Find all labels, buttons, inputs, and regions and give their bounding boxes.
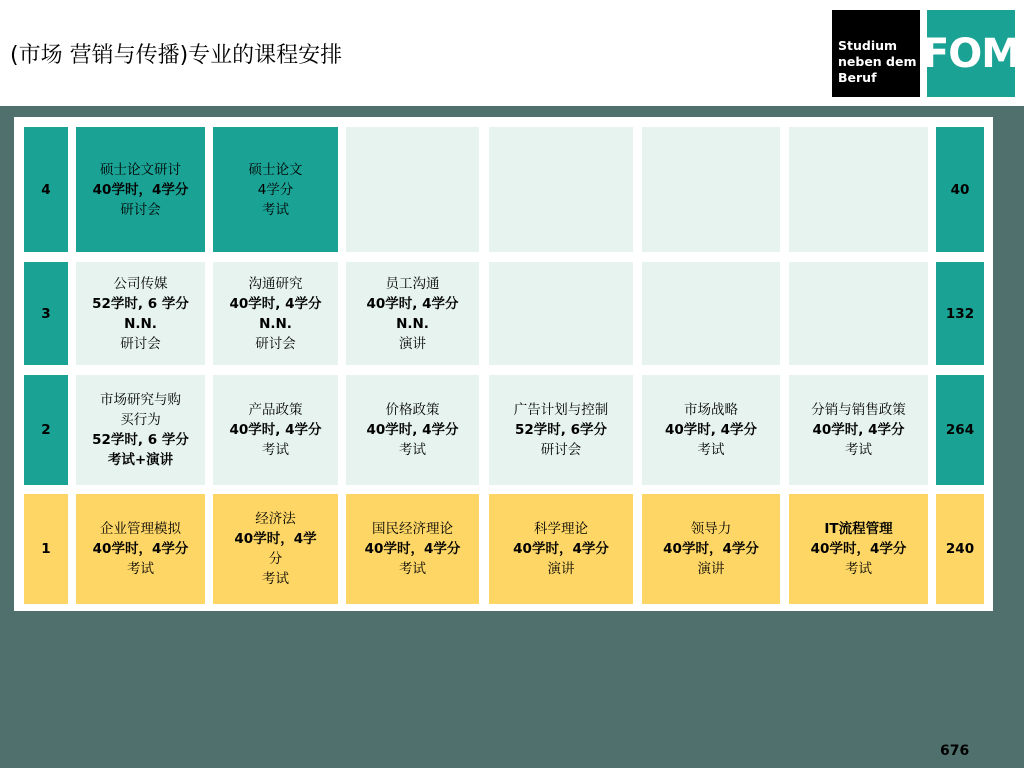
course-text-line: IT流程管理 (824, 521, 893, 537)
semester-number: 3 (41, 305, 51, 322)
total-credits-cell (936, 127, 984, 252)
course-text-line: 产品政策 (248, 402, 303, 418)
course-text-line: 40学时, 4学分 (229, 422, 322, 438)
total-credits-cell (936, 262, 984, 365)
logo-tagline-line1: Studium (838, 38, 898, 53)
total-credits-cell (936, 494, 984, 604)
course-cell (76, 375, 205, 485)
course-cell (789, 375, 928, 485)
course-text-line: 考试 (697, 442, 725, 458)
semester-number: 2 (41, 422, 51, 438)
course-text-line: 40学时, 4学分 (664, 422, 757, 438)
logo-tagline (832, 10, 920, 97)
course-text-line: N.N. (124, 315, 157, 332)
course-text-line: 价格政策 (385, 402, 440, 418)
semester-cell (24, 494, 68, 604)
empty-course-cell (642, 262, 780, 365)
semester-cell (24, 262, 68, 365)
course-text-line: 市场战略 (684, 402, 738, 418)
course-text-line: 52学时, 6 学分 (92, 295, 189, 312)
course-text-line: 硕士论文研讨 (100, 161, 181, 178)
course-cell (213, 262, 338, 365)
course-text-line: 研讨会 (540, 442, 582, 458)
logo-tagline-line2: neben dem (838, 54, 917, 69)
course-text-line: 考试+演讲 (107, 452, 174, 468)
course-text-line: 40学时，4学分 (810, 541, 907, 557)
course-text-line: N.N. (396, 315, 429, 332)
semester-cell (24, 375, 68, 485)
course-text-line: N.N. (259, 315, 292, 332)
course-cell (76, 262, 205, 365)
course-text-line: 40学时, 4学分 (366, 295, 459, 312)
course-cell (213, 494, 338, 604)
course-cell (213, 127, 338, 252)
semester-number: 4 (41, 181, 51, 198)
empty-course-cell (789, 262, 928, 365)
empty-course-cell (489, 127, 633, 252)
course-text-line: 40学时，4学分 (92, 181, 189, 198)
logo-tagline-line3: Beruf (838, 70, 877, 85)
fom-logo: FOM (927, 10, 1015, 97)
course-text-line: 分销与销售政策 (811, 402, 906, 418)
course-text-line: 员工沟通 (385, 275, 440, 292)
course-text-line: 考试 (127, 561, 154, 577)
course-cell (213, 375, 338, 485)
course-text-line: 40学时，4学分 (513, 541, 609, 557)
course-text-line: 考试 (262, 442, 289, 458)
slide-title: (市场 营销与传播)专业的课程安排 (10, 43, 343, 68)
total-credits-value: 132 (945, 305, 975, 322)
course-text-line: 研讨会 (120, 335, 161, 352)
course-text-line: 40学时, 4学分 (812, 422, 905, 438)
course-text-line: 考试 (399, 561, 426, 577)
course-text-line: 考试 (845, 442, 872, 458)
course-text-line: 演讲 (547, 561, 575, 577)
course-text-line: 52学时, 6 学分 (92, 432, 189, 448)
course-text-line: 考试 (399, 442, 426, 458)
course-text-line: 买行为 (120, 412, 161, 428)
course-cell (76, 494, 205, 604)
course-text-line: 领导力 (690, 521, 732, 537)
course-text-line: 硕士论文 (248, 161, 303, 178)
course-text-line: 考试 (262, 201, 289, 218)
semester-number: 1 (41, 541, 51, 557)
total-credits-value: 40 (950, 181, 970, 198)
course-text-line: 经济法 (255, 511, 296, 527)
course-cell (76, 127, 205, 252)
course-cell (346, 494, 479, 604)
course-cell (489, 375, 633, 485)
course-text-line: 市场研究与购 (100, 392, 181, 408)
course-text-line: 研讨会 (120, 201, 161, 218)
course-text-line: 4学分 (257, 181, 294, 198)
total-credits-value: 240 (945, 541, 975, 557)
total-credits-cell (936, 375, 984, 485)
empty-course-cell (346, 127, 479, 252)
course-cell (789, 494, 928, 604)
course-text-line: 科学理论 (534, 521, 588, 537)
course-text-line: 广告计划与控制 (513, 402, 609, 418)
course-cell (489, 494, 633, 604)
empty-course-cell (489, 262, 633, 365)
slide-header (0, 0, 1024, 106)
course-text-line: 演讲 (697, 561, 725, 577)
total-credits-value: 264 (945, 422, 975, 438)
course-text-line: 国民经济理论 (372, 521, 453, 537)
course-cell (642, 375, 780, 485)
course-text-line: 考试 (845, 561, 872, 577)
course-text-line: 52学时, 6学分 (514, 422, 607, 438)
course-text-line: 40学时，4学分 (364, 541, 461, 557)
course-text-line: 40学时，4学分 (92, 541, 189, 557)
course-text-line: 考试 (262, 571, 289, 587)
course-text-line: 40学时，4学分 (663, 541, 759, 557)
course-text-line: 40学时, 4学分 (366, 422, 459, 438)
empty-course-cell (789, 127, 928, 252)
course-text-line: 研讨会 (255, 335, 296, 352)
course-cell (346, 262, 479, 365)
semester-cell (24, 127, 68, 252)
course-text-line: 公司传媒 (113, 275, 168, 292)
empty-course-cell (642, 127, 780, 252)
course-cell (346, 375, 479, 485)
course-text-line: 40学时，4学 (234, 531, 317, 547)
course-cell (642, 494, 780, 604)
course-text-line: 40学时, 4学分 (229, 295, 322, 312)
course-text-line: 企业管理模拟 (100, 521, 181, 537)
curriculum-table (14, 117, 993, 611)
course-text-line: 沟通研究 (248, 275, 303, 292)
page-number: 676 (940, 743, 970, 759)
course-text-line: 演讲 (399, 335, 426, 352)
course-text-line: 分 (268, 551, 283, 567)
